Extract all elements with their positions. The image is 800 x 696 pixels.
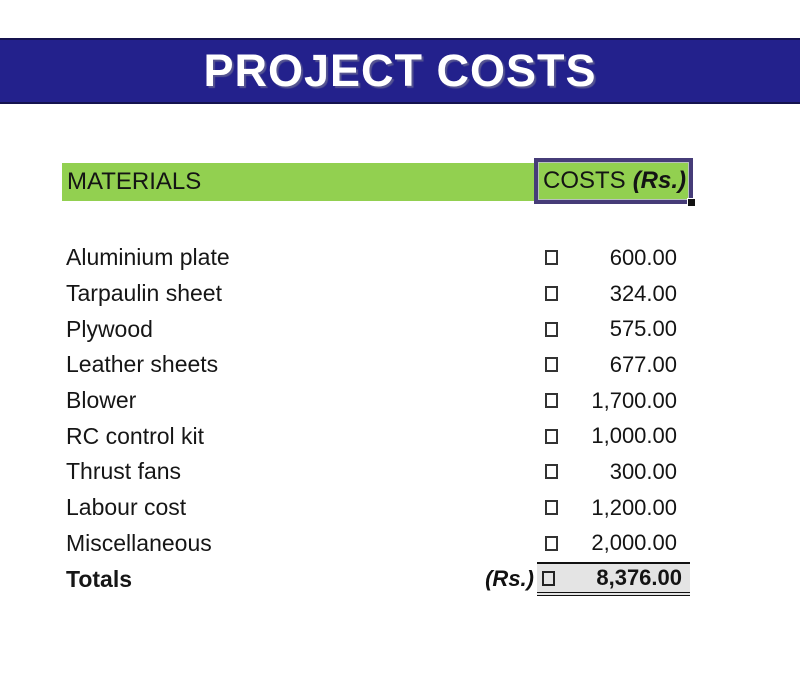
material-name-cell[interactable]: Labour cost xyxy=(66,494,187,521)
title-banner xyxy=(0,38,800,104)
materials-table xyxy=(62,240,690,597)
page-title: PROJECT COSTS xyxy=(203,45,597,96)
currency-missing-glyph-icon xyxy=(545,536,558,551)
cost-value-cell[interactable] xyxy=(537,454,690,490)
costs-header-cell-selected[interactable] xyxy=(534,158,693,204)
materials-header-label: MATERIALS xyxy=(67,168,202,195)
totals-row xyxy=(62,561,690,597)
material-row xyxy=(62,311,690,347)
material-row xyxy=(62,526,690,562)
cost-amount: 2,000.00 xyxy=(591,530,677,556)
material-name-cell[interactable]: Leather sheets xyxy=(66,351,219,378)
currency-missing-glyph-icon xyxy=(545,322,558,337)
cost-value-cell[interactable] xyxy=(537,347,690,383)
material-name-cell[interactable]: Thrust fans xyxy=(66,458,182,485)
cost-amount: 1,200.00 xyxy=(591,494,677,520)
material-row xyxy=(62,383,690,419)
currency-missing-glyph-icon xyxy=(545,286,558,301)
material-name-cell[interactable]: Tarpaulin sheet xyxy=(66,280,222,307)
material-row xyxy=(62,347,690,383)
cost-amount: 1,700.00 xyxy=(591,387,677,413)
cost-amount: 600.00 xyxy=(609,244,677,270)
currency-missing-glyph-icon xyxy=(545,464,558,479)
cost-amount: 575.00 xyxy=(609,316,677,342)
costs-header-unit: (Rs.) xyxy=(632,167,687,194)
material-name-cell[interactable]: RC control kit xyxy=(66,422,205,449)
totals-label-cell[interactable]: Totals xyxy=(66,565,133,592)
material-row xyxy=(62,276,690,312)
cost-value-cell[interactable] xyxy=(537,311,690,347)
cost-value-cell[interactable] xyxy=(537,526,690,562)
currency-missing-glyph-icon xyxy=(545,393,558,408)
currency-missing-glyph-icon xyxy=(545,357,558,372)
fill-handle[interactable] xyxy=(687,198,696,207)
cost-value-cell[interactable] xyxy=(537,240,690,276)
costs-header-label: COSTS xyxy=(543,167,626,194)
material-row xyxy=(62,240,690,276)
material-name-cell[interactable]: Plywood xyxy=(66,315,153,342)
currency-missing-glyph-icon xyxy=(542,571,555,586)
cost-amount: 324.00 xyxy=(609,280,677,306)
cost-value-cell[interactable] xyxy=(537,276,690,312)
totals-amount: 8,376.00 xyxy=(596,565,682,591)
cost-value-cell[interactable] xyxy=(537,418,690,454)
material-name-cell[interactable]: Aluminium plate xyxy=(66,244,230,271)
cost-amount: 300.00 xyxy=(609,458,677,484)
material-row xyxy=(62,490,690,526)
currency-missing-glyph-icon xyxy=(545,250,558,265)
totals-value-cell[interactable] xyxy=(537,562,690,596)
currency-missing-glyph-icon xyxy=(545,429,558,444)
material-name-cell[interactable]: Miscellaneous xyxy=(66,529,212,556)
cost-amount: 1,000.00 xyxy=(591,423,677,449)
material-row xyxy=(62,454,690,490)
material-row xyxy=(62,418,690,454)
cost-value-cell[interactable] xyxy=(537,383,690,419)
totals-unit-label: (Rs.) xyxy=(485,566,534,592)
material-name-cell[interactable]: Blower xyxy=(66,387,137,414)
cost-amount: 677.00 xyxy=(609,351,677,377)
currency-missing-glyph-icon xyxy=(545,500,558,515)
cost-value-cell[interactable] xyxy=(537,490,690,526)
